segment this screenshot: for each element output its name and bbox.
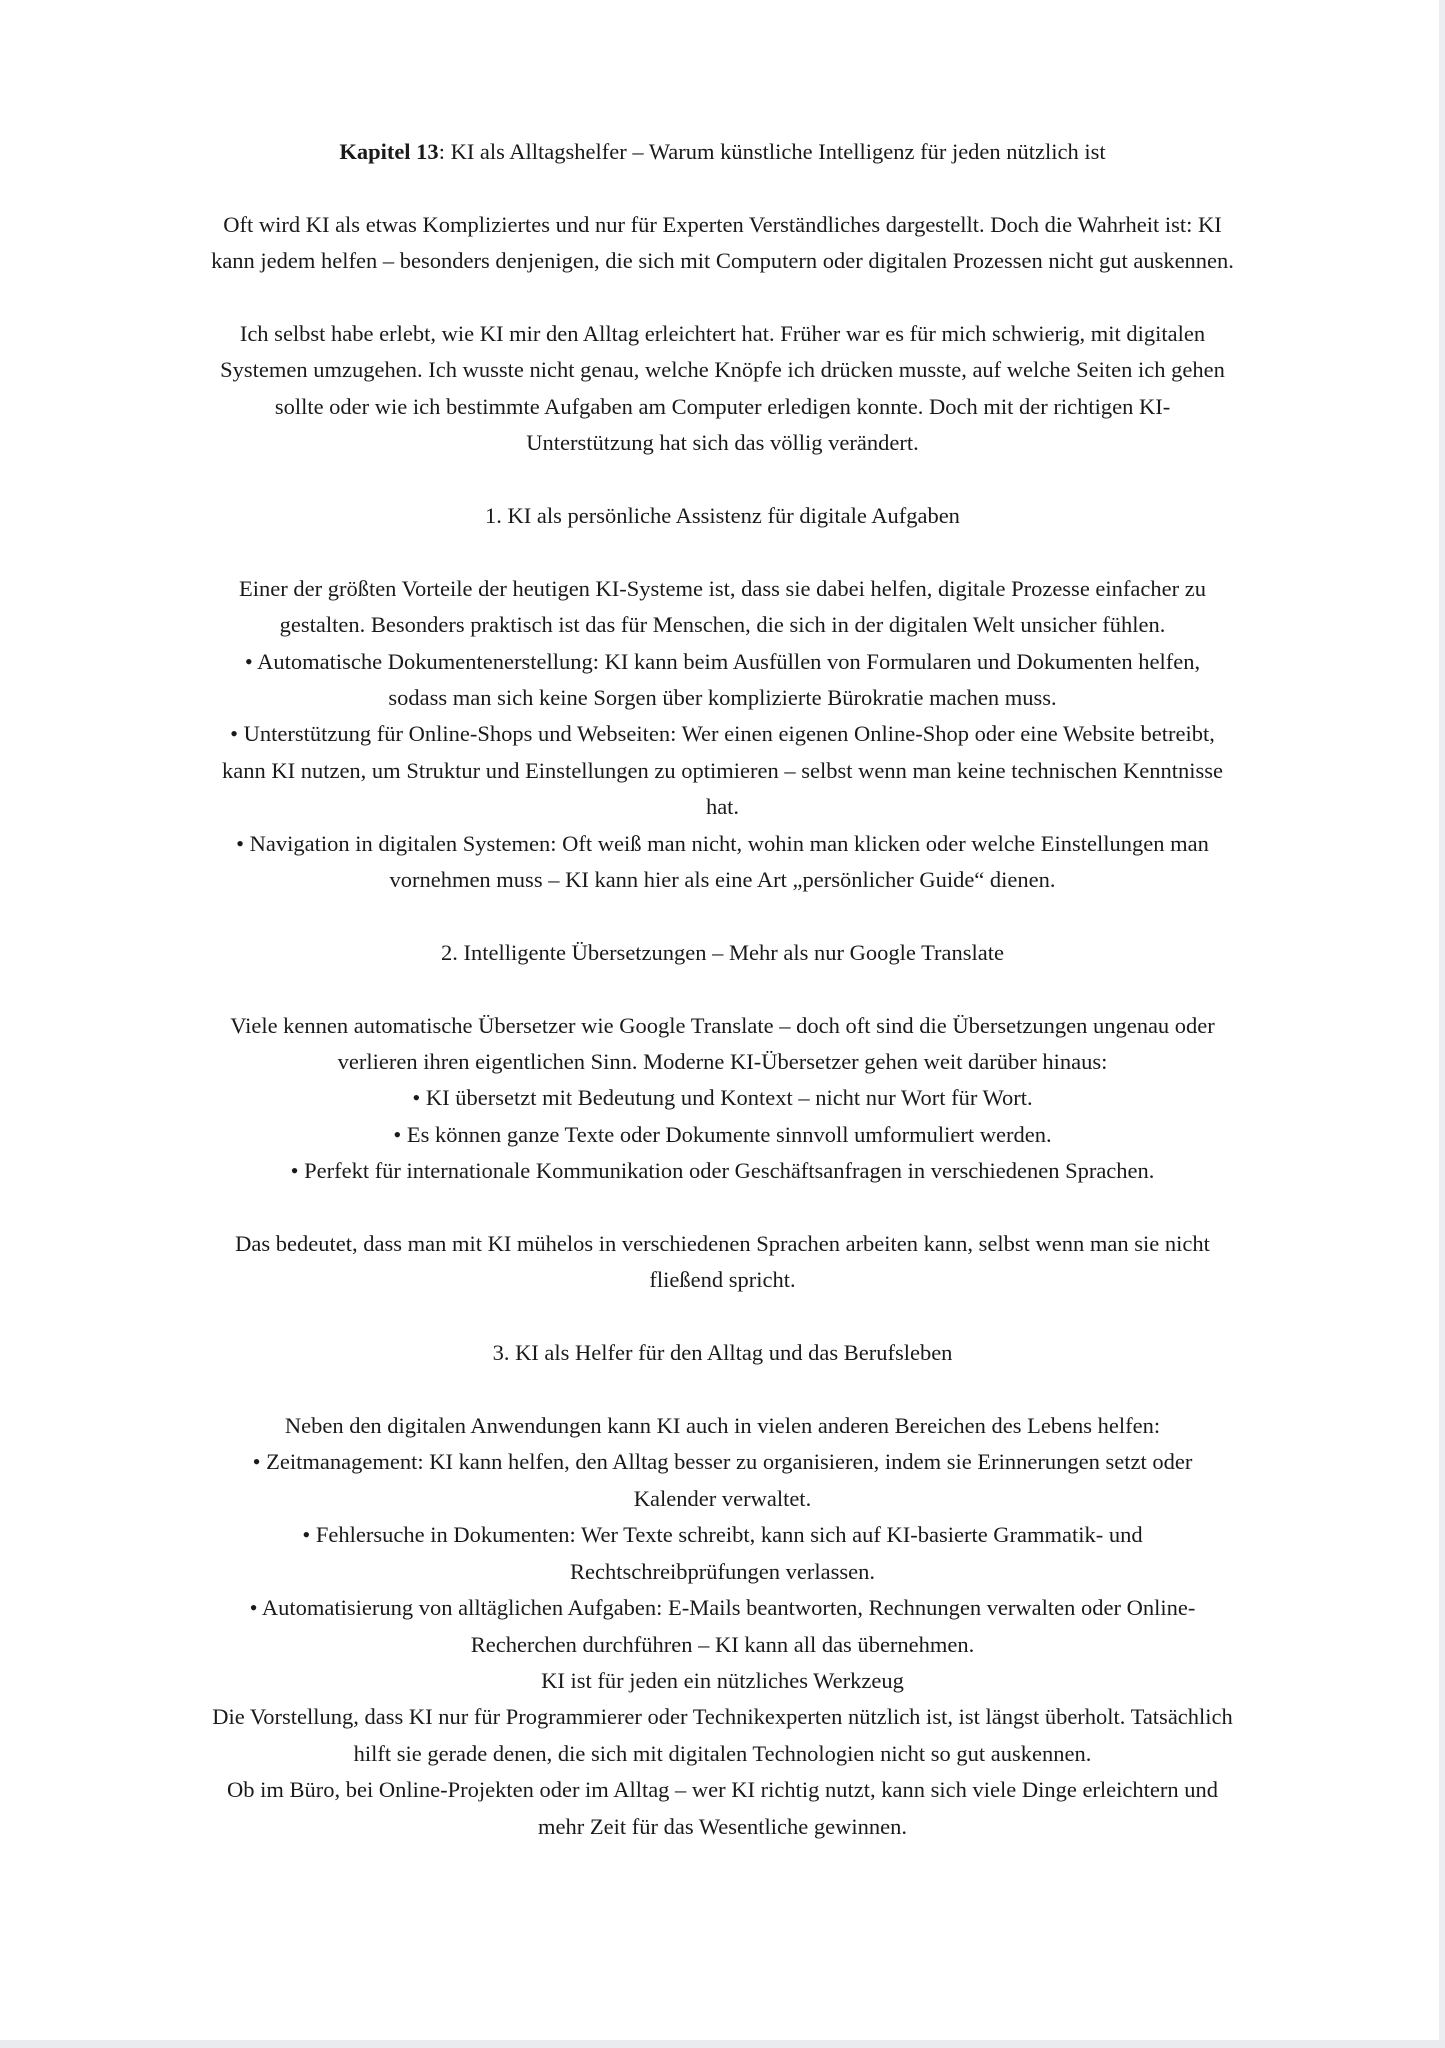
paragraph [88,1008,1358,1190]
text-line: hat. [705,794,740,820]
section-heading [88,1335,1358,1371]
text-line: Kalender verwaltet. [633,1485,812,1511]
text-line: 3. KI als Helfer für den Alltag und das Berufsleben [492,1340,953,1366]
text-line: • Fehlersuche in Dokumenten: Wer Texte schreibt, kann sich auf KI-basierte Grammatik- und [302,1522,1143,1548]
text-line: kann jedem helfen – besonders denjenigen, die sich mit Computern oder digitalen Prozessen nicht gut auskennen. [211,248,1234,274]
text-line: Rechtschreibprüfungen verlassen. [570,1558,875,1584]
text-line: hilft sie gerade denen, die sich mit digitalen Technologien nicht so gut auskennen. [353,1740,1092,1766]
text-line: • Unterstützung für Online-Shops und Webseiten: Wer einen eigenen Online-Shop oder eine Website betreibt, [230,721,1215,747]
right-edge-strip [1439,0,1445,2048]
text-line: sollte oder wie ich bestimmte Aufgaben am Computer erledigen konnte. Doch mit der richtigen KI- [274,393,1171,419]
text-line: 2. Intelligente Übersetzungen – Mehr als nur Google Translate [441,939,1004,965]
text-line: Neben den digitalen Anwendungen kann KI auch in vielen anderen Bereichen des Lebens helfen: [284,1413,1161,1439]
text-line: • KI übersetzt mit Bedeutung und Kontext – nicht nur Wort für Wort. [412,1085,1033,1111]
text-line: Ich selbst habe erlebt, wie KI mir den Alltag erleichtert hat. Früher war es für mich schwierig, mit digitalen [239,321,1206,346]
text-line: verlieren ihren eigentlichen Sinn. Moderne KI-Übersetzer gehen weit darüber hinaus: [337,1049,1108,1075]
text-line: • Perfekt für internationale Kommunikation oder Geschäftsanfragen in verschiedenen Sprachen. [290,1158,1155,1184]
bottom-edge-strip [0,2040,1445,2048]
chapter-title-text: : KI als Alltagshelfer – Warum künstliche Intelligenz für jeden nützlich ist [438,139,1106,164]
text-line: Die Vorstellung, dass KI nur für Programmierer oder Technikexperten nützlich ist, ist längst überholt. Tatsächlich [212,1704,1233,1730]
paragraph [88,207,1358,280]
text-line: 1. KI als persönliche Assistenz für digitale Aufgaben [485,503,960,529]
text-line: KI ist für jeden ein nützliches Werkzeug [541,1667,904,1693]
document-blocks [88,207,1358,1845]
text-line: Das bedeutet, dass man mit KI mühelos in verschiedenen Sprachen arbeiten kann, selbst wenn man sie nicht [235,1231,1210,1257]
text-line: Systemen umzugehen. Ich wusste nicht genau, welche Knöpfe ich drücken musste, auf welche Seiten ich gehen [220,357,1225,383]
text-line: Recherchen durchführen – KI kann all das übernehmen. [470,1631,975,1657]
text-line: Unterstützung hat sich das völlig verändert. [526,430,919,456]
document-content [88,0,1358,1845]
text-line: Ob im Büro, bei Online-Projekten oder im Alltag – wer KI richtig nutzt, kann sich viele Dinge erleichtern und [227,1777,1218,1803]
chapter-title [88,134,1358,170]
text-line: mehr Zeit für das Wesentliche gewinnen. [538,1813,907,1839]
text-line: • Zeitmanagement: KI kann helfen, den Alltag besser zu organisieren, indem sie Erinnerungen setzt oder [252,1449,1193,1475]
paragraph [88,1408,1358,1845]
paragraph [88,1226,1358,1299]
section-heading [88,498,1358,534]
text-line: sodass man sich keine Sorgen über komplizierte Bürokratie machen muss. [388,685,1057,711]
text-line: fließend spricht. [649,1267,796,1293]
text-line: Einer der größten Vorteile der heutigen KI-Systeme ist, dass sie dabei helfen, digitale Prozesse einfacher zu [239,575,1206,601]
text-line: • Automatische Dokumentenerstellung: KI kann beim Ausfüllen von Formularen und Dokumenten helfen, [244,648,1201,674]
paragraph [88,316,1358,462]
text-line: • Automatisierung von alltäglichen Aufgaben: E-Mails beantworten, Rechnungen verwalten oder Online- [249,1595,1196,1621]
text-line: • Navigation in digitalen Systemen: Oft weiß man nicht, wohin man klicken oder welche Einstellungen man [236,830,1209,856]
chapter-title-number: Kapitel 13 [339,139,439,164]
text-line: gestalten. Besonders praktisch ist das für Menschen, die sich in der digitalen Welt unsicher fühlen. [279,612,1166,638]
section-heading [88,935,1358,971]
paragraph [88,571,1358,899]
text-line: • Es können ganze Texte oder Dokumente sinnvoll umformuliert werden. [393,1121,1052,1147]
text-line: Oft wird KI als etwas Kompliziertes und nur für Experten Verständliches dargestellt. Doch die Wahrheit ist: KI [223,211,1222,237]
text-line: kann KI nutzen, um Struktur und Einstellungen zu optimieren – selbst wenn man keine technischen Kenntnisse [221,757,1224,783]
text-line: Viele kennen automatische Übersetzer wie Google Translate – doch oft sind die Übersetzungen ungenau oder [230,1012,1215,1038]
text-line: vornehmen muss – KI kann hier als eine Art „persönlicher Guide“ dienen. [389,867,1056,893]
